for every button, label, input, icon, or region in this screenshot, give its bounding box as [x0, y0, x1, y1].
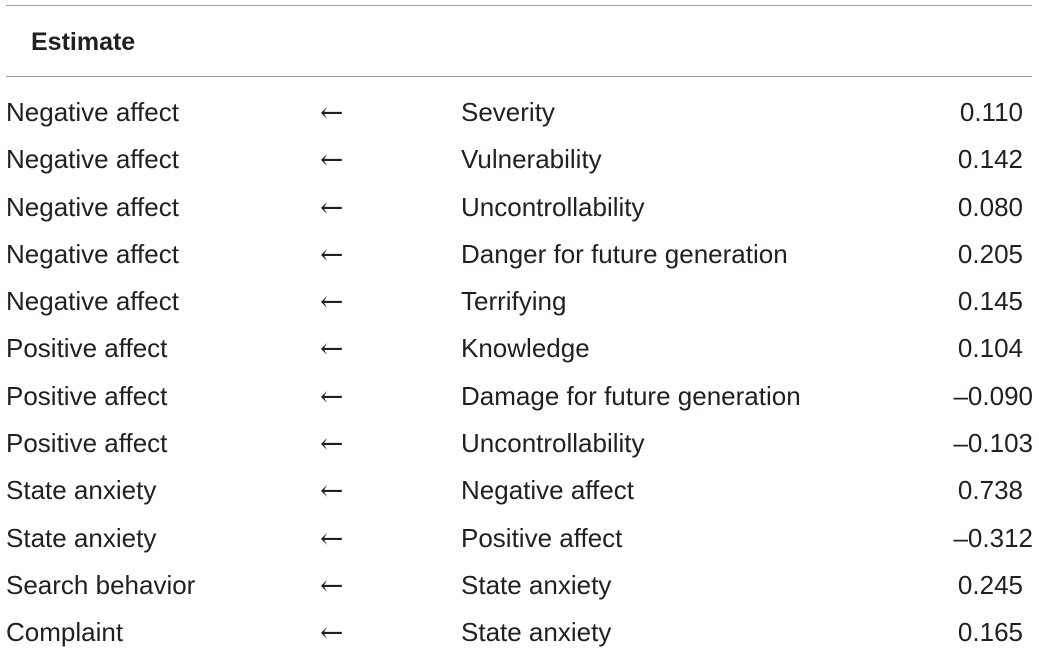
table-body: [0, 89, 1039, 657]
estimate-cell: –0.103: [953, 428, 1033, 459]
predictor-cell: Danger for future generation: [461, 238, 788, 269]
left-arrow-icon: ←: [320, 568, 344, 602]
table-row: [0, 89, 1039, 136]
estimate-cell: 0.142: [957, 144, 1023, 175]
estimate-cell: 0.104: [957, 333, 1023, 364]
outcome-cell: State anxiety: [6, 522, 157, 553]
predictor-cell: Damage for future generation: [461, 380, 801, 411]
predictor-cell: Uncontrollability: [461, 428, 645, 459]
predictor-cell: Severity: [461, 97, 555, 127]
predictor-cell: State anxiety: [461, 569, 612, 600]
predictor-cell: Vulnerability: [461, 144, 602, 175]
left-arrow-icon: ←: [320, 96, 344, 129]
table-row: [0, 515, 1039, 562]
estimate-cell: 0.205: [957, 238, 1023, 269]
outcome-cell: Negative affect: [6, 286, 179, 317]
table-row: [0, 373, 1039, 420]
predictor-cell: Negative affect: [461, 475, 634, 506]
estimate-cell: 0.245: [957, 569, 1023, 600]
predictor-cell: Terrifying: [461, 286, 567, 317]
estimate-cell: 0.080: [957, 191, 1023, 222]
table-row: [0, 278, 1039, 325]
outcome-cell: Positive affect: [6, 380, 168, 411]
left-arrow-icon: ←: [320, 474, 344, 508]
predictor-cell: Knowledge: [461, 333, 590, 364]
table-row: [0, 231, 1039, 278]
table-header-estimate: Estimate: [31, 28, 136, 56]
table-row: [0, 325, 1039, 372]
estimate-cell: –0.312: [953, 522, 1033, 553]
estimate-cell: 0.165: [957, 617, 1023, 648]
left-arrow-icon: ←: [320, 190, 344, 224]
outcome-cell: Negative affect: [6, 191, 179, 222]
left-arrow-icon: ←: [320, 332, 344, 366]
top-rule: [6, 5, 1032, 6]
header-rule: [6, 76, 1032, 77]
predictor-cell: State anxiety: [461, 617, 612, 648]
table-row: [0, 467, 1039, 514]
left-arrow-icon: ←: [320, 285, 344, 319]
outcome-cell: Negative affect: [6, 144, 179, 175]
left-arrow-icon: ←: [320, 427, 344, 461]
outcome-cell: Complaint: [6, 617, 124, 648]
table-row: [0, 184, 1039, 231]
estimate-cell: 0.738: [957, 475, 1023, 506]
outcome-cell: Positive affect: [6, 428, 168, 459]
estimate-cell: 0.145: [957, 286, 1023, 317]
left-arrow-icon: ←: [320, 143, 344, 177]
left-arrow-icon: ←: [320, 616, 344, 650]
predictor-cell: Positive affect: [461, 522, 623, 553]
left-arrow-icon: ←: [320, 379, 344, 413]
estimate-cell: 0.110: [959, 97, 1023, 127]
table-row: [0, 136, 1039, 183]
table-row: [0, 562, 1039, 609]
outcome-cell: State anxiety: [6, 475, 157, 506]
table-row: [0, 420, 1039, 467]
left-arrow-icon: ←: [320, 521, 344, 555]
predictor-cell: Uncontrollability: [461, 191, 645, 222]
outcome-cell: Positive affect: [6, 333, 168, 364]
table-row: [0, 609, 1039, 656]
outcome-cell: Negative affect: [6, 238, 179, 269]
outcome-cell: Search behavior: [6, 569, 196, 600]
outcome-cell: Negative affect: [6, 97, 179, 127]
left-arrow-icon: ←: [320, 237, 344, 271]
estimate-cell: –0.090: [953, 380, 1033, 411]
